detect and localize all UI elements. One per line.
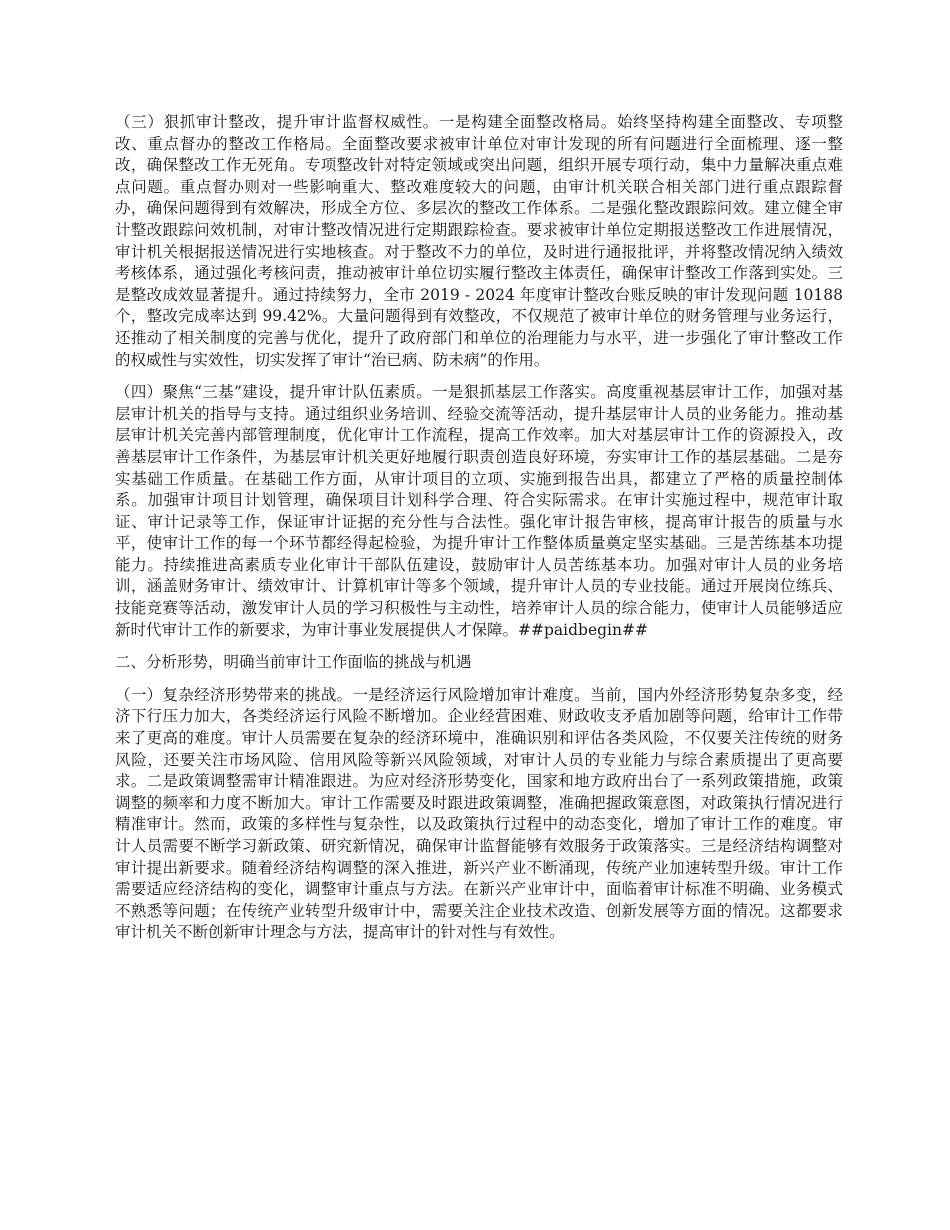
paragraph-economic-challenges: （一）复杂经济形势带来的挑战。一是经济运行风险增加审计难度。当前，国内外经济形势复杂多变，经济下行压力加大，各类经济运行风险不断增加。企业经营困难、财政收支矛盾加剧等问题，给审计工作带来了更高的难度。审计人员需要在复杂的经济环境中，准确识别和评估各类风险，不仅要关注传统的财务风险，还要关注市场风险、信用风险等新兴风险领域，对审计人员的专业能力与综合素质提出了更高要求。二是政策调整需审计精准跟进。为应对经济形势变化，国家和地方政府出台了一系列政策措施，政策调整的频率和力度不断加大。审计工作需要及时跟进政策调整，准确把握政策意图，对政策执行情况进行精准审计。然而，政策的多样性与复杂性，以及政策执行过程中的动态变化，增加了审计工作的难度。审计人员需要不断学习新政策、研究新情况，确保审计监督能够有效服务于政策落实。三是经济结构调整对审计提出新要求。随着经济结构调整的深入推进，新兴产业不断涌现，传统产业加速转型升级。审计工作需要适应经济结构的变化，调整审计重点与方法。在新兴产业审计中，面临着审计标准不明确、业务模式不熟悉等问题；在传统产业转型升级审计中，需要关注企业技术改造、创新发展等方面的情况。这都要求审计机关不断创新审计理念与方法，提高审计的针对性与有效性。 [115, 685, 843, 942]
paragraph-audit-rectification: （三）狠抓审计整改，提升审计监督权威性。一是构建全面整改格局。始终坚持构建全面整改、专项整改、重点督办的整改工作格局。全面整改要求被审计单位对审计发现的所有问题进行全面梳理、逐一整改，确保整改工作无死角。专项整改针对特定领域或突出问题，组织开展专项行动，集中力量解决重点难点问题。重点督办则对一些影响重大、整改难度较大的问题，由审计机关联合相关部门进行重点跟踪督办，确保问题得到有效解决，形成全方位、多层次的整改工作体系。二是强化整改跟踪问效。建立健全审计整改跟踪问效机制，对审计整改情况进行定期跟踪检查。要求被审计单位定期报送整改工作进展情况，审计机关根据报送情况进行实地核查。对于整改不力的单位，及时进行通报批评，并将整改情况纳入绩效考核体系，通过强化考核问责，推动被审计单位切实履行整改主体责任，确保审计整改工作落到实处。三是整改成效显著提升。通过持续努力，全市 2019 - 2024 年度审计整改台账反映的审计发现问题 10188 个，整改完成率达到 99.42%。大量问题得到有效整改，不仅规范了被审计单位的财务管理与业务运行，还推动了相关制度的完善与优化，提升了政府部门和单位的治理能力与水平，进一步强化了审计整改工作的权威性与实效性，切实发挥了审计“治已病、防未病”的作用。 [115, 113, 843, 369]
paragraph-three-basics: （四）聚焦“三基”建设，提升审计队伍素质。一是狠抓基层工作落实。高度重视基层审计工作，加强对基层审计机关的指导与支持。通过组织业务培训、经验交流等活动，提升基层审计人员的业务能力。推动基层审计机关完善内部管理制度，优化审计工作流程，提高工作效率。加大对基层审计工作的资源投入，改善基层审计工作条件，为基层审计机关更好地履行职责创造良好环境，夯实审计工作的基层基础。二是夯实基础工作质量。在基础工作方面，从审计项目的立项、实施到报告出具，都建立了严格的质量控制体系。加强审计项目计划管理，确保项目计划科学合理、符合实际需求。在审计实施过程中，规范审计取证、审计记录等工作，保证审计证据的充分性与合法性。强化审计报告审核，提高审计报告的质量与水平，使审计工作的每一个环节都经得起检验，为提升审计工作整体质量奠定坚实基础。三是苦练基本功提能力。持续推进高素质专业化审计干部队伍建设，鼓励审计人员苦练基本功。加强对审计人员的业务培训，涵盖财务审计、绩效审计、计算机审计等多个领域，提升审计人员的专业技能。通过开展岗位练兵、技能竞赛等活动，激发审计人员的学习积极性与主动性，培养审计人员的综合能力，使审计人员能够适应新时代审计工作的新要求，为审计事业发展提供人才保障。##paidbegin## [115, 383, 843, 639]
document-body [115, 112, 843, 955]
section-heading: 二、分析形势，明确当前审计工作面临的挑战与机遇 [115, 653, 472, 672]
